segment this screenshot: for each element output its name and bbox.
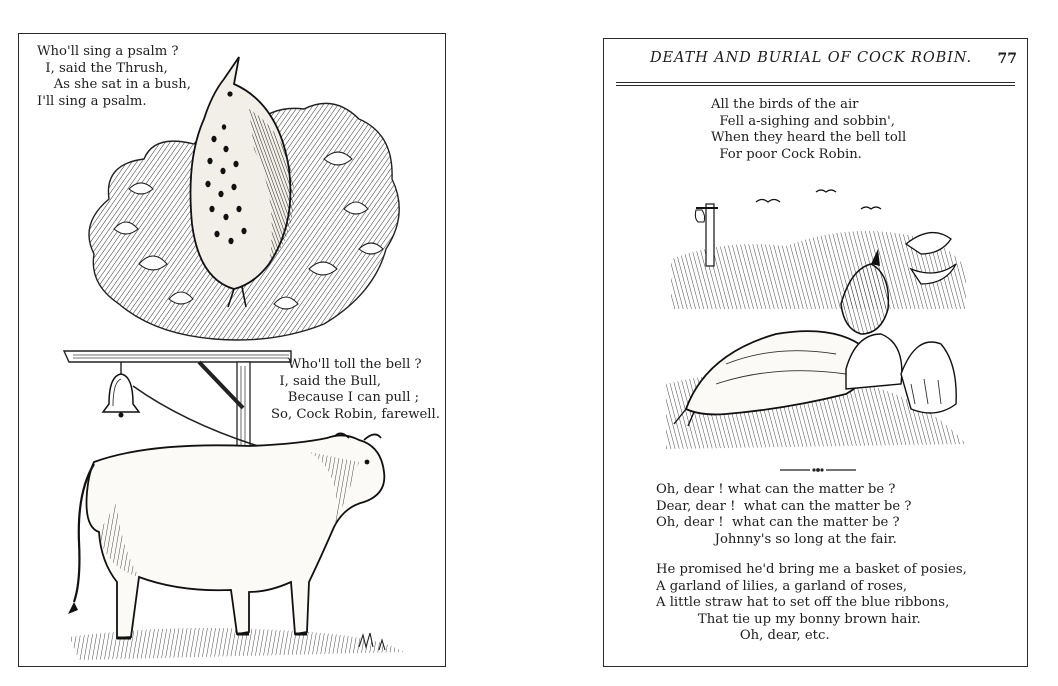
running-head: DEATH AND BURIAL OF COCK ROBIN. — [650, 50, 972, 66]
thrush-illustration — [74, 49, 414, 349]
verse-line: Fell a-sighing and sobbin', — [711, 113, 895, 129]
verse-line: I, said the Thrush, — [37, 60, 168, 76]
header-rule — [616, 82, 1015, 83]
verse-line: Who'll sing a psalm ? — [37, 44, 179, 59]
bull-illustration — [59, 432, 419, 664]
verse-line: I'll sing a psalm. — [37, 93, 147, 109]
bull-verse — [271, 357, 440, 423]
header-rule — [616, 85, 1015, 86]
verse-line: Oh, dear ! what can the matter be ? — [656, 515, 900, 531]
oh-dear-verse — [656, 482, 911, 548]
page-number: 77 — [997, 51, 1017, 67]
verse-line: Who'll toll the bell ? — [271, 357, 422, 372]
verse-line: Oh, dear, etc. — [656, 628, 830, 644]
left-page — [18, 33, 446, 667]
mourning-birds-illustration — [666, 184, 976, 454]
verse-line: He promised he'd bring me a basket of posies, — [656, 562, 967, 577]
verse-line: For poor Cock Robin. — [711, 146, 862, 162]
verse-line: A garland of lilies, a garland of roses, — [656, 578, 908, 594]
verse-line: Dear, dear ! what can the matter be ? — [656, 498, 912, 514]
verse-line: So, Cock Robin, farewell. — [271, 406, 440, 422]
posies-verse — [656, 562, 967, 645]
ornament-divider — [780, 466, 856, 474]
right-page — [603, 38, 1028, 667]
verse-line: Because I can pull ; — [271, 390, 420, 406]
verse-line: Oh, dear ! what can the matter be ? — [656, 482, 896, 497]
verse-line: Johnny's so long at the fair. — [656, 531, 897, 547]
verse-line: When they heard the bell toll — [711, 130, 907, 146]
verse-line: I, said the Bull, — [271, 373, 382, 389]
verse-line: A little straw hat to set off the blue ribbons, — [656, 595, 950, 611]
birds-verse — [711, 97, 906, 163]
verse-line: All the birds of the air — [711, 97, 859, 112]
verse-line: As she sat in a bush, — [37, 77, 191, 93]
verse-line: That tie up my bonny brown hair. — [656, 611, 921, 627]
